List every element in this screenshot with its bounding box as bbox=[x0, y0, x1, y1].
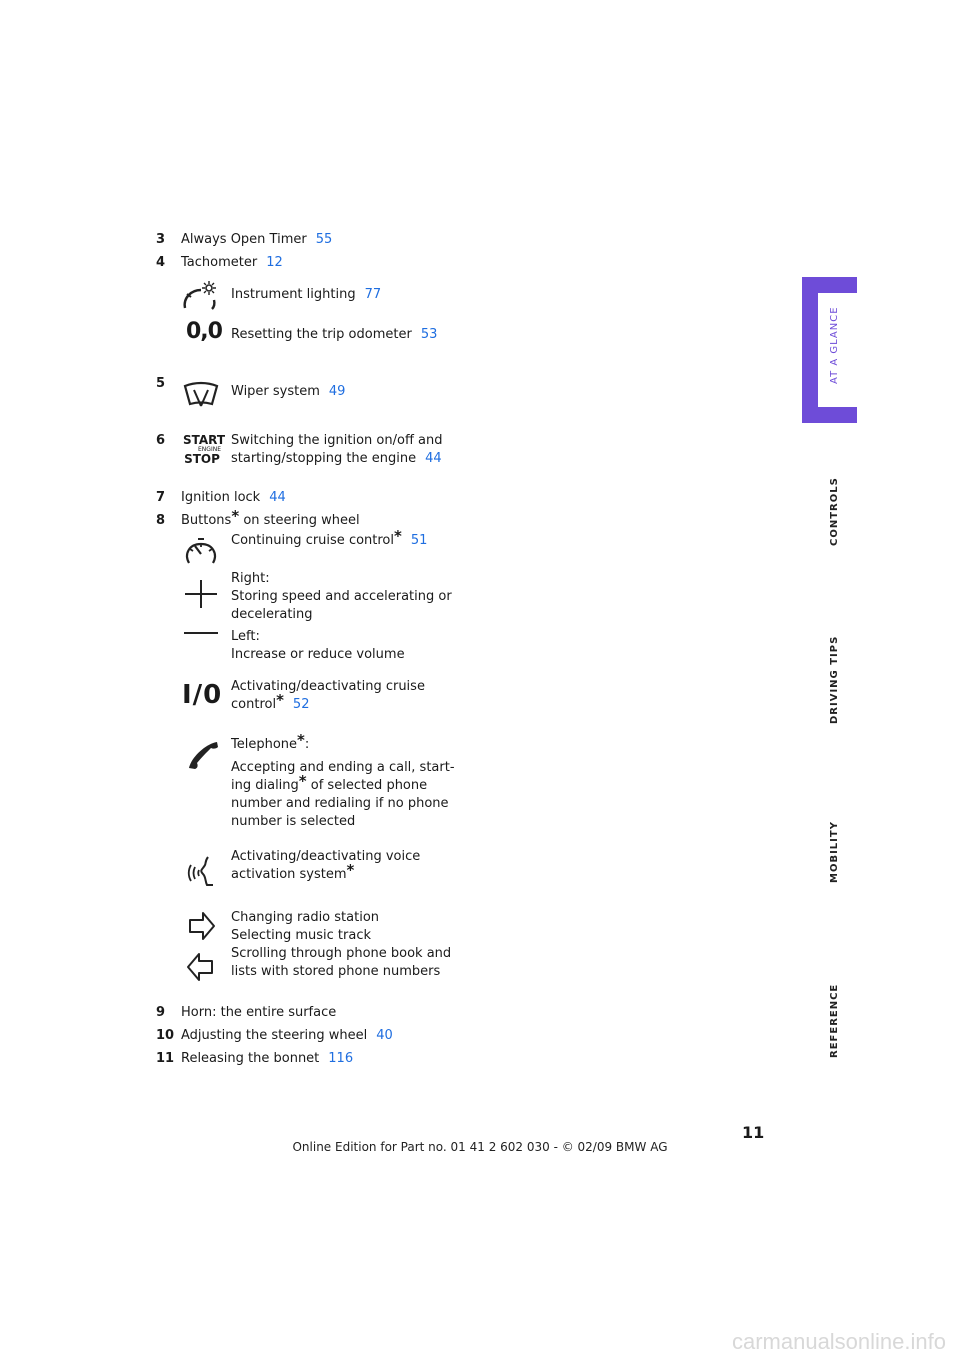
page-ref-link[interactable]: 51 bbox=[410, 533, 428, 548]
engine-label: ENGINE bbox=[198, 446, 221, 453]
onoff-text-line1: Activating/deactivating cruise bbox=[231, 679, 425, 694]
item-10-text: Adjusting the steering wheel 40 bbox=[181, 1028, 393, 1043]
minus-text-line1: Left: bbox=[231, 629, 260, 644]
cruise-text: Continuing cruise control* 51 bbox=[231, 527, 428, 548]
wiper-icon bbox=[181, 380, 221, 412]
trip-odometer-icon: 0,0 bbox=[186, 319, 222, 344]
page-ref-link[interactable]: 77 bbox=[364, 287, 382, 302]
page-ref-link[interactable]: 53 bbox=[420, 327, 438, 342]
plus-icon bbox=[181, 578, 221, 610]
arrow-right-icon bbox=[181, 910, 221, 942]
arrows-text-line3: Scrolling through phone book and bbox=[231, 946, 452, 961]
telephone-icon bbox=[181, 738, 221, 770]
page-ref-link[interactable]: 49 bbox=[328, 384, 346, 399]
stop-label: STOP bbox=[184, 452, 220, 466]
instrument-lighting-text: Instrument lighting 77 bbox=[231, 287, 382, 302]
tab-at-a-glance[interactable]: AT A GLANCE bbox=[829, 306, 840, 384]
plus-text-line2: Storing speed and accelerating or bbox=[231, 589, 452, 604]
footer-edition-note: Online Edition for Part no. 01 41 2 602 030 - © 02/09 BMW AG bbox=[292, 1140, 668, 1154]
page-ref-link[interactable]: 52 bbox=[292, 697, 310, 712]
tab-reference[interactable]: REFERENCE bbox=[829, 983, 840, 1058]
voice-text-line1: Activating/deactivating voice bbox=[231, 849, 421, 864]
plus-text-line3: decelerating bbox=[231, 607, 313, 622]
item-3-number: 3 bbox=[156, 232, 166, 247]
telephone-title: Telephone*: bbox=[231, 731, 310, 752]
page-ref-link[interactable]: 44 bbox=[425, 451, 442, 466]
arrows-text-line1: Changing radio station bbox=[231, 910, 380, 925]
voice-text-line2: activation system* bbox=[231, 861, 355, 882]
tab-mobility[interactable]: MOBILITY bbox=[829, 821, 840, 883]
arrows-text-line2: Selecting music track bbox=[231, 928, 371, 943]
arrows-text-line4: lists with stored phone numbers bbox=[231, 964, 441, 979]
minus-text-line2: Increase or reduce volume bbox=[231, 647, 405, 662]
start-label: START bbox=[183, 433, 226, 447]
item-5-number: 5 bbox=[156, 376, 166, 391]
page-ref-link[interactable]: 40 bbox=[376, 1028, 393, 1043]
watermark: carmanualsonline.info bbox=[731, 1329, 946, 1354]
item-7-text: Ignition lock 44 bbox=[181, 490, 286, 505]
instrument-lighting-icon bbox=[181, 280, 221, 312]
cruise-control-icon bbox=[181, 536, 221, 568]
item-10-number: 10 bbox=[156, 1028, 175, 1043]
start-stop-button-icon bbox=[183, 433, 226, 466]
page-ref-link[interactable]: 55 bbox=[315, 232, 333, 247]
item-8-number: 8 bbox=[156, 513, 166, 528]
cruise-onoff-icon: I/0 bbox=[182, 680, 223, 710]
ignition-text-line1: Switching the ignition on/off and bbox=[231, 433, 443, 448]
tab-controls[interactable]: CONTROLS bbox=[829, 477, 840, 546]
item-7-number: 7 bbox=[156, 490, 166, 505]
item-9-number: 9 bbox=[156, 1005, 166, 1020]
onoff-text-line2: control* 52 bbox=[231, 691, 310, 712]
minus-icon bbox=[181, 618, 221, 650]
item-9-text: Horn: the entire surface bbox=[181, 1005, 337, 1020]
trip-odometer-text: Resetting the trip odometer 53 bbox=[231, 327, 438, 342]
item-8-text: Buttons* on steering wheel bbox=[181, 507, 360, 528]
voice-activation-icon bbox=[181, 855, 221, 887]
item-3-text: Always Open Timer 55 bbox=[181, 232, 333, 247]
page-number: 11 bbox=[742, 1123, 765, 1142]
ignition-text-line2: starting/stopping the engine 44 bbox=[231, 451, 442, 466]
plus-text-line1: Right: bbox=[231, 571, 270, 586]
page-ref-link[interactable]: 116 bbox=[328, 1051, 354, 1066]
telephone-text-line2: ing dialing* of selected phone bbox=[231, 772, 428, 793]
item-11-number: 11 bbox=[156, 1051, 175, 1066]
page-ref-link[interactable]: 12 bbox=[266, 255, 283, 270]
item-11-text: Releasing the bonnet 116 bbox=[181, 1051, 354, 1066]
item-4-number: 4 bbox=[156, 255, 166, 270]
item-4-text: Tachometer 12 bbox=[181, 255, 283, 270]
telephone-text-line1: Accepting and ending a call, start- bbox=[231, 760, 455, 775]
telephone-text-line3: number and redialing if no phone bbox=[231, 796, 449, 811]
item-6-number: 6 bbox=[156, 433, 166, 448]
telephone-text-line4: number is selected bbox=[231, 814, 356, 829]
arrow-left-icon bbox=[181, 951, 221, 983]
page-ref-link[interactable]: 44 bbox=[269, 490, 286, 505]
wiper-text: Wiper system 49 bbox=[231, 384, 346, 399]
tab-driving-tips[interactable]: DRIVING TIPS bbox=[829, 635, 840, 724]
